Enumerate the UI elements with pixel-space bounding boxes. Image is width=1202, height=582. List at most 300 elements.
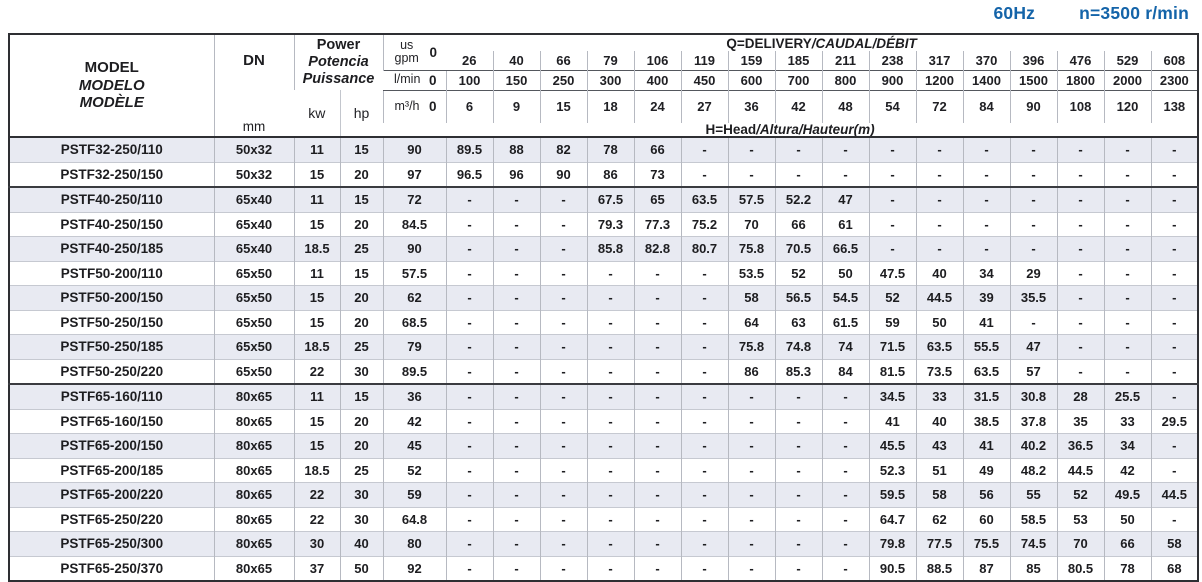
head-value-cell: 52.2 [775,187,822,212]
flow-value: 106 [634,51,681,70]
m3h-zero-value: 0 [428,99,437,114]
head-value-cell: - [634,409,681,434]
flow-value: 119 [681,51,728,70]
head-value-cell: - [822,384,869,409]
head-value-cell: - [493,483,540,508]
flow-value: 1200 [916,70,963,90]
head-value-cell: 37.8 [1010,409,1057,434]
head-value-cell: - [916,237,963,262]
model-cell: PSTF40-250/185 [9,237,214,262]
model-cell: PSTF50-200/150 [9,286,214,311]
head-value-cell: 50 [1104,507,1151,532]
dn-cell: 50x32 [214,137,294,162]
head-value-cell: 44.5 [1057,458,1104,483]
head-value-cell: 49 [963,458,1010,483]
dn-cell: 80x65 [214,532,294,557]
head-value-cell: - [963,237,1010,262]
head-value-cell: - [540,212,587,237]
head-value-cell: - [493,261,540,286]
head-value-cell: - [775,162,822,187]
flow-value: 15 [540,90,587,123]
flow-value: 400 [634,70,681,90]
model-cell: PSTF50-250/185 [9,335,214,360]
head-value-cell: 90.5 [869,556,916,581]
flow-value: 100 [446,70,493,90]
table-row [9,532,1198,557]
head-value-cell: - [681,507,728,532]
head-value-cell: 64.8 [383,507,446,532]
head-value-cell: 52 [1057,483,1104,508]
head-value-cell: - [1057,237,1104,262]
head-value-cell: 74.8 [775,335,822,360]
head-value-cell: - [869,237,916,262]
flow-value: 370 [963,51,1010,70]
head-value-cell: - [493,458,540,483]
hp-cell: 25 [340,237,383,262]
head-value-cell: 36 [383,384,446,409]
head-value-cell: - [540,434,587,459]
head-value-cell: 58 [916,483,963,508]
head-value-cell: 52 [869,286,916,311]
head-value-cell: 96 [493,162,540,187]
kw-cell: 15 [294,434,340,459]
kw-cell: 18.5 [294,335,340,360]
head-value-cell: - [1151,212,1198,237]
hp-cell: 15 [340,137,383,162]
table-row [9,261,1198,286]
head-value-cell: 48.2 [1010,458,1057,483]
head-value-cell: - [681,409,728,434]
head-title-en: H=Head [705,122,757,137]
flow-value: 2300 [1151,70,1198,90]
head-value-cell: - [1010,187,1057,212]
unit-gpm-label: us gpm [394,38,419,66]
head-value-cell: - [1010,237,1057,262]
dn-cell: 80x65 [214,384,294,409]
head-value-cell: - [728,162,775,187]
hp-cell: 50 [340,556,383,581]
head-value-cell: - [587,335,634,360]
model-cell: PSTF65-160/150 [9,409,214,434]
head-value-cell: - [540,261,587,286]
table-row [9,483,1198,508]
head-value-cell: 88.5 [916,556,963,581]
head-value-cell: 33 [916,384,963,409]
head-value-cell: 28 [1057,384,1104,409]
head-value-cell: - [681,359,728,384]
head-value-cell: - [963,162,1010,187]
head-value-cell: - [634,483,681,508]
hp-cell: 40 [340,532,383,557]
model-cell: PSTF65-200/185 [9,458,214,483]
head-value-cell: 66 [634,137,681,162]
flow-value: 84 [963,90,1010,123]
dn-cell: 80x65 [214,556,294,581]
hp-cell: 20 [340,310,383,335]
hp-cell: 30 [340,483,383,508]
head-value-cell: 45 [383,434,446,459]
head-value-cell: - [822,458,869,483]
head-value-cell: - [1057,310,1104,335]
dn-cell: 80x65 [214,434,294,459]
flow-value: 24 [634,90,681,123]
flow-value: 120 [1104,90,1151,123]
head-value-cell: - [634,434,681,459]
head-value-cell: - [493,212,540,237]
table-row [9,310,1198,335]
dn-cell: 65x40 [214,187,294,212]
head-value-cell: - [1057,162,1104,187]
head-value-cell: - [446,286,493,311]
head-value-cell: 36.5 [1057,434,1104,459]
head-value-cell: - [869,137,916,162]
head-value-cell: - [681,261,728,286]
dn-cell: 65x50 [214,286,294,311]
head-value-cell: - [728,384,775,409]
unit-m3h-cell [383,90,446,123]
head-value-cell: - [1151,310,1198,335]
kw-cell: 22 [294,359,340,384]
head-value-cell: - [728,137,775,162]
head-value-cell: - [446,556,493,581]
unit-lmin-label: l/min [394,72,421,87]
head-value-cell: - [446,483,493,508]
head-value-cell: 59 [383,483,446,508]
head-value-cell: - [681,556,728,581]
pump-performance-table [8,33,1199,582]
head-title [383,123,1198,138]
model-cell: PSTF32-250/150 [9,162,214,187]
head-value-cell: 82.8 [634,237,681,262]
head-value-cell: - [587,556,634,581]
head-value-cell: - [446,310,493,335]
head-value-cell: 78 [1104,556,1151,581]
head-value-cell: - [446,434,493,459]
table-row [9,434,1198,459]
dn-cell: 80x65 [214,409,294,434]
table-row [9,384,1198,409]
head-value-cell: 50 [916,310,963,335]
head-value-cell: 84 [822,359,869,384]
table-row [9,458,1198,483]
head-value-cell: - [775,483,822,508]
head-value-cell: 90 [383,137,446,162]
head-value-cell: 85.3 [775,359,822,384]
head-value-cell: 47 [822,187,869,212]
head-value-cell: - [1151,434,1198,459]
table-row [9,286,1198,311]
head-value-cell: - [916,162,963,187]
head-value-cell: - [1151,335,1198,360]
flow-value: 26 [462,52,477,68]
head-value-cell: 84.5 [383,212,446,237]
flow-value: 9 [493,90,540,123]
head-value-cell: - [681,335,728,360]
head-value-cell: 57.5 [728,187,775,212]
flow-value: 108 [1057,90,1104,123]
hp-cell: 15 [340,261,383,286]
head-value-cell: - [493,187,540,212]
head-value-cell: - [540,532,587,557]
head-value-cell: - [493,507,540,532]
kw-cell: 18.5 [294,458,340,483]
head-value-cell: 75.2 [681,212,728,237]
head-value-cell: - [446,261,493,286]
flow-value: 900 [869,70,916,90]
head-value-cell: - [775,556,822,581]
flow-value: 42 [775,90,822,123]
dn-cell: 80x65 [214,483,294,508]
flow-value: 54 [869,90,916,123]
head-value-cell: 70 [728,212,775,237]
flow-value: 150 [493,70,540,90]
head-value-cell: 58.5 [1010,507,1057,532]
head-value-cell: 66.5 [822,237,869,262]
head-value-cell: 68.5 [383,310,446,335]
flow-value: 2000 [1104,70,1151,90]
head-value-cell: - [446,532,493,557]
head-value-cell: 88 [493,137,540,162]
head-value-cell: - [1104,335,1151,360]
head-value-cell: 56.5 [775,286,822,311]
model-cell: PSTF50-200/110 [9,261,214,286]
hp-cell: 30 [340,507,383,532]
head-value-cell: - [540,187,587,212]
model-label-es: MODELO [78,76,145,94]
head-value-cell: 41 [869,409,916,434]
table-row [9,187,1198,212]
head-value-cell: - [681,384,728,409]
flow-value: 1400 [963,70,1010,90]
head-value-cell: 67.5 [587,187,634,212]
hp-cell: 20 [340,434,383,459]
dn-cell: 80x65 [214,458,294,483]
head-value-cell: - [587,286,634,311]
head-value-cell: - [587,434,634,459]
head-value-cell: - [493,335,540,360]
head-value-cell: 59.5 [869,483,916,508]
kw-cell: 15 [294,286,340,311]
head-value-cell: - [775,458,822,483]
head-value-cell: - [540,556,587,581]
head-title-alt: /Altura/Hauteur(m) [756,122,875,137]
power-label-fr: Puissance [302,70,375,87]
unit-m3h-label: m³/h [394,98,420,113]
head-value-cell: - [822,137,869,162]
head-value-cell: - [587,483,634,508]
head-value-cell: - [493,286,540,311]
flow-value: 450 [681,70,728,90]
head-value-cell: - [728,556,775,581]
lmin-zero-value: 0 [428,72,437,88]
kw-cell: 15 [294,409,340,434]
head-value-cell: - [1010,162,1057,187]
head-value-cell: 55.5 [963,335,1010,360]
flow-value: 608 [1151,51,1198,70]
power-label-es: Potencia [308,54,369,71]
head-value-cell: 79 [383,335,446,360]
head-value-cell: 53.5 [728,261,775,286]
head-value-cell: - [634,261,681,286]
hp-cell: 20 [340,409,383,434]
hp-cell: 20 [340,162,383,187]
head-value-cell: 86 [587,162,634,187]
head-value-cell: - [1151,384,1198,409]
head-value-cell: - [634,458,681,483]
head-value-cell: - [822,483,869,508]
head-value-cell: - [1151,137,1198,162]
head-value-cell: 34.5 [869,384,916,409]
head-value-cell: - [634,310,681,335]
unit-lmin-cell [383,70,446,90]
kw-cell: 18.5 [294,237,340,262]
kw-cell: 22 [294,483,340,508]
flow-value: 300 [587,70,634,90]
head-value-cell: 35.5 [1010,286,1057,311]
kw-cell: 15 [294,310,340,335]
unit-gpm-cell [383,34,446,70]
head-value-cell: 70 [1057,532,1104,557]
head-value-cell: - [1057,187,1104,212]
head-value-cell: - [446,409,493,434]
head-value-cell: 74 [822,335,869,360]
flow-value: 90 [1010,90,1057,123]
table-row [9,237,1198,262]
head-value-cell: 29 [1010,261,1057,286]
table-row [9,335,1198,360]
model-cell: PSTF65-250/220 [9,507,214,532]
head-value-cell: - [1010,212,1057,237]
head-value-cell: - [963,212,1010,237]
head-value-cell: 79.8 [869,532,916,557]
head-value-cell: 89.5 [383,359,446,384]
flow-value: 159 [728,51,775,70]
head-value-cell: 77.3 [634,212,681,237]
kw-column-header: kw [308,105,326,121]
head-value-cell: - [681,434,728,459]
table-row [9,137,1198,162]
hp-cell: 25 [340,458,383,483]
head-value-cell: 61 [822,212,869,237]
head-value-cell: 44.5 [1151,483,1198,508]
frequency-label: 60Hz [993,3,1036,23]
hp-cell: 25 [340,335,383,360]
head-value-cell: 70.5 [775,237,822,262]
head-value-cell: - [1104,212,1151,237]
head-value-cell: 75.5 [963,532,1010,557]
kw-cell: 37 [294,556,340,581]
head-value-cell: 57.5 [383,261,446,286]
head-value-cell: 63.5 [963,359,1010,384]
head-value-cell: 73.5 [916,359,963,384]
head-value-cell: 63 [775,310,822,335]
head-value-cell: - [587,532,634,557]
gpm-zero-value: 0 [429,44,437,60]
head-value-cell: - [822,556,869,581]
head-value-cell: - [587,261,634,286]
head-value-cell: - [775,384,822,409]
flow-value: 238 [869,51,916,70]
head-value-cell: 62 [916,507,963,532]
head-value-cell: - [1010,137,1057,162]
head-value-cell: - [681,532,728,557]
head-value-cell: - [1104,162,1151,187]
head-value-cell: 51 [916,458,963,483]
flow-value: 600 [728,70,775,90]
flow-value: 1500 [1010,70,1057,90]
model-label-fr: MODÈLE [79,94,144,112]
head-value-cell: 78 [587,137,634,162]
table-row [9,162,1198,187]
head-value-cell: - [1057,335,1104,360]
dn-cell: 65x50 [214,359,294,384]
kw-cell: 11 [294,261,340,286]
head-value-cell: - [728,409,775,434]
head-value-cell: - [869,162,916,187]
model-cell: PSTF65-160/110 [9,384,214,409]
head-value-cell: 90 [383,237,446,262]
delivery-title-en: Q=DELIVERY [726,36,812,51]
dn-cell: 65x50 [214,310,294,335]
head-value-cell: - [1151,261,1198,286]
head-value-cell: - [493,434,540,459]
flow-value: 18 [587,90,634,123]
delivery-title-alt: /CAUDAL/DÉBIT [811,36,917,51]
head-value-cell: - [681,137,728,162]
head-value-cell: - [1151,162,1198,187]
flow-value: 185 [775,51,822,70]
head-value-cell: 35 [1057,409,1104,434]
head-value-cell: - [634,286,681,311]
dn-unit-label: mm [242,119,266,134]
head-value-cell: - [775,532,822,557]
head-value-cell: - [1104,310,1151,335]
head-value-cell: - [822,409,869,434]
rotation-speed-label: n=3500 r/min [1079,3,1189,23]
flow-value: 250 [540,70,587,90]
kw-cell: 11 [294,384,340,409]
head-value-cell: 64 [728,310,775,335]
head-value-cell: - [446,187,493,212]
head-value-cell: - [1057,212,1104,237]
head-value-cell: - [540,359,587,384]
head-value-cell: 85.8 [587,237,634,262]
head-value-cell: - [1151,237,1198,262]
head-value-cell: 62 [383,286,446,311]
head-value-cell: - [634,384,681,409]
head-value-cell: 42 [383,409,446,434]
head-value-cell: 97 [383,162,446,187]
head-value-cell: - [1057,359,1104,384]
head-value-cell: - [1151,286,1198,311]
head-value-cell: - [1104,137,1151,162]
head-value-cell: 63.5 [681,187,728,212]
head-value-cell: 52 [383,458,446,483]
dn-cell: 80x65 [214,507,294,532]
head-value-cell: 31.5 [963,384,1010,409]
hp-cell: 20 [340,212,383,237]
model-cell: PSTF40-250/150 [9,212,214,237]
table-row [9,359,1198,384]
head-value-cell: 66 [775,212,822,237]
dn-cell: 65x40 [214,237,294,262]
model-cell: PSTF65-250/300 [9,532,214,557]
flow-value: 211 [822,51,869,70]
dn-cell: 65x50 [214,335,294,360]
head-value-cell: 45.5 [869,434,916,459]
table-header [9,34,1198,137]
head-value-cell: 73 [634,162,681,187]
